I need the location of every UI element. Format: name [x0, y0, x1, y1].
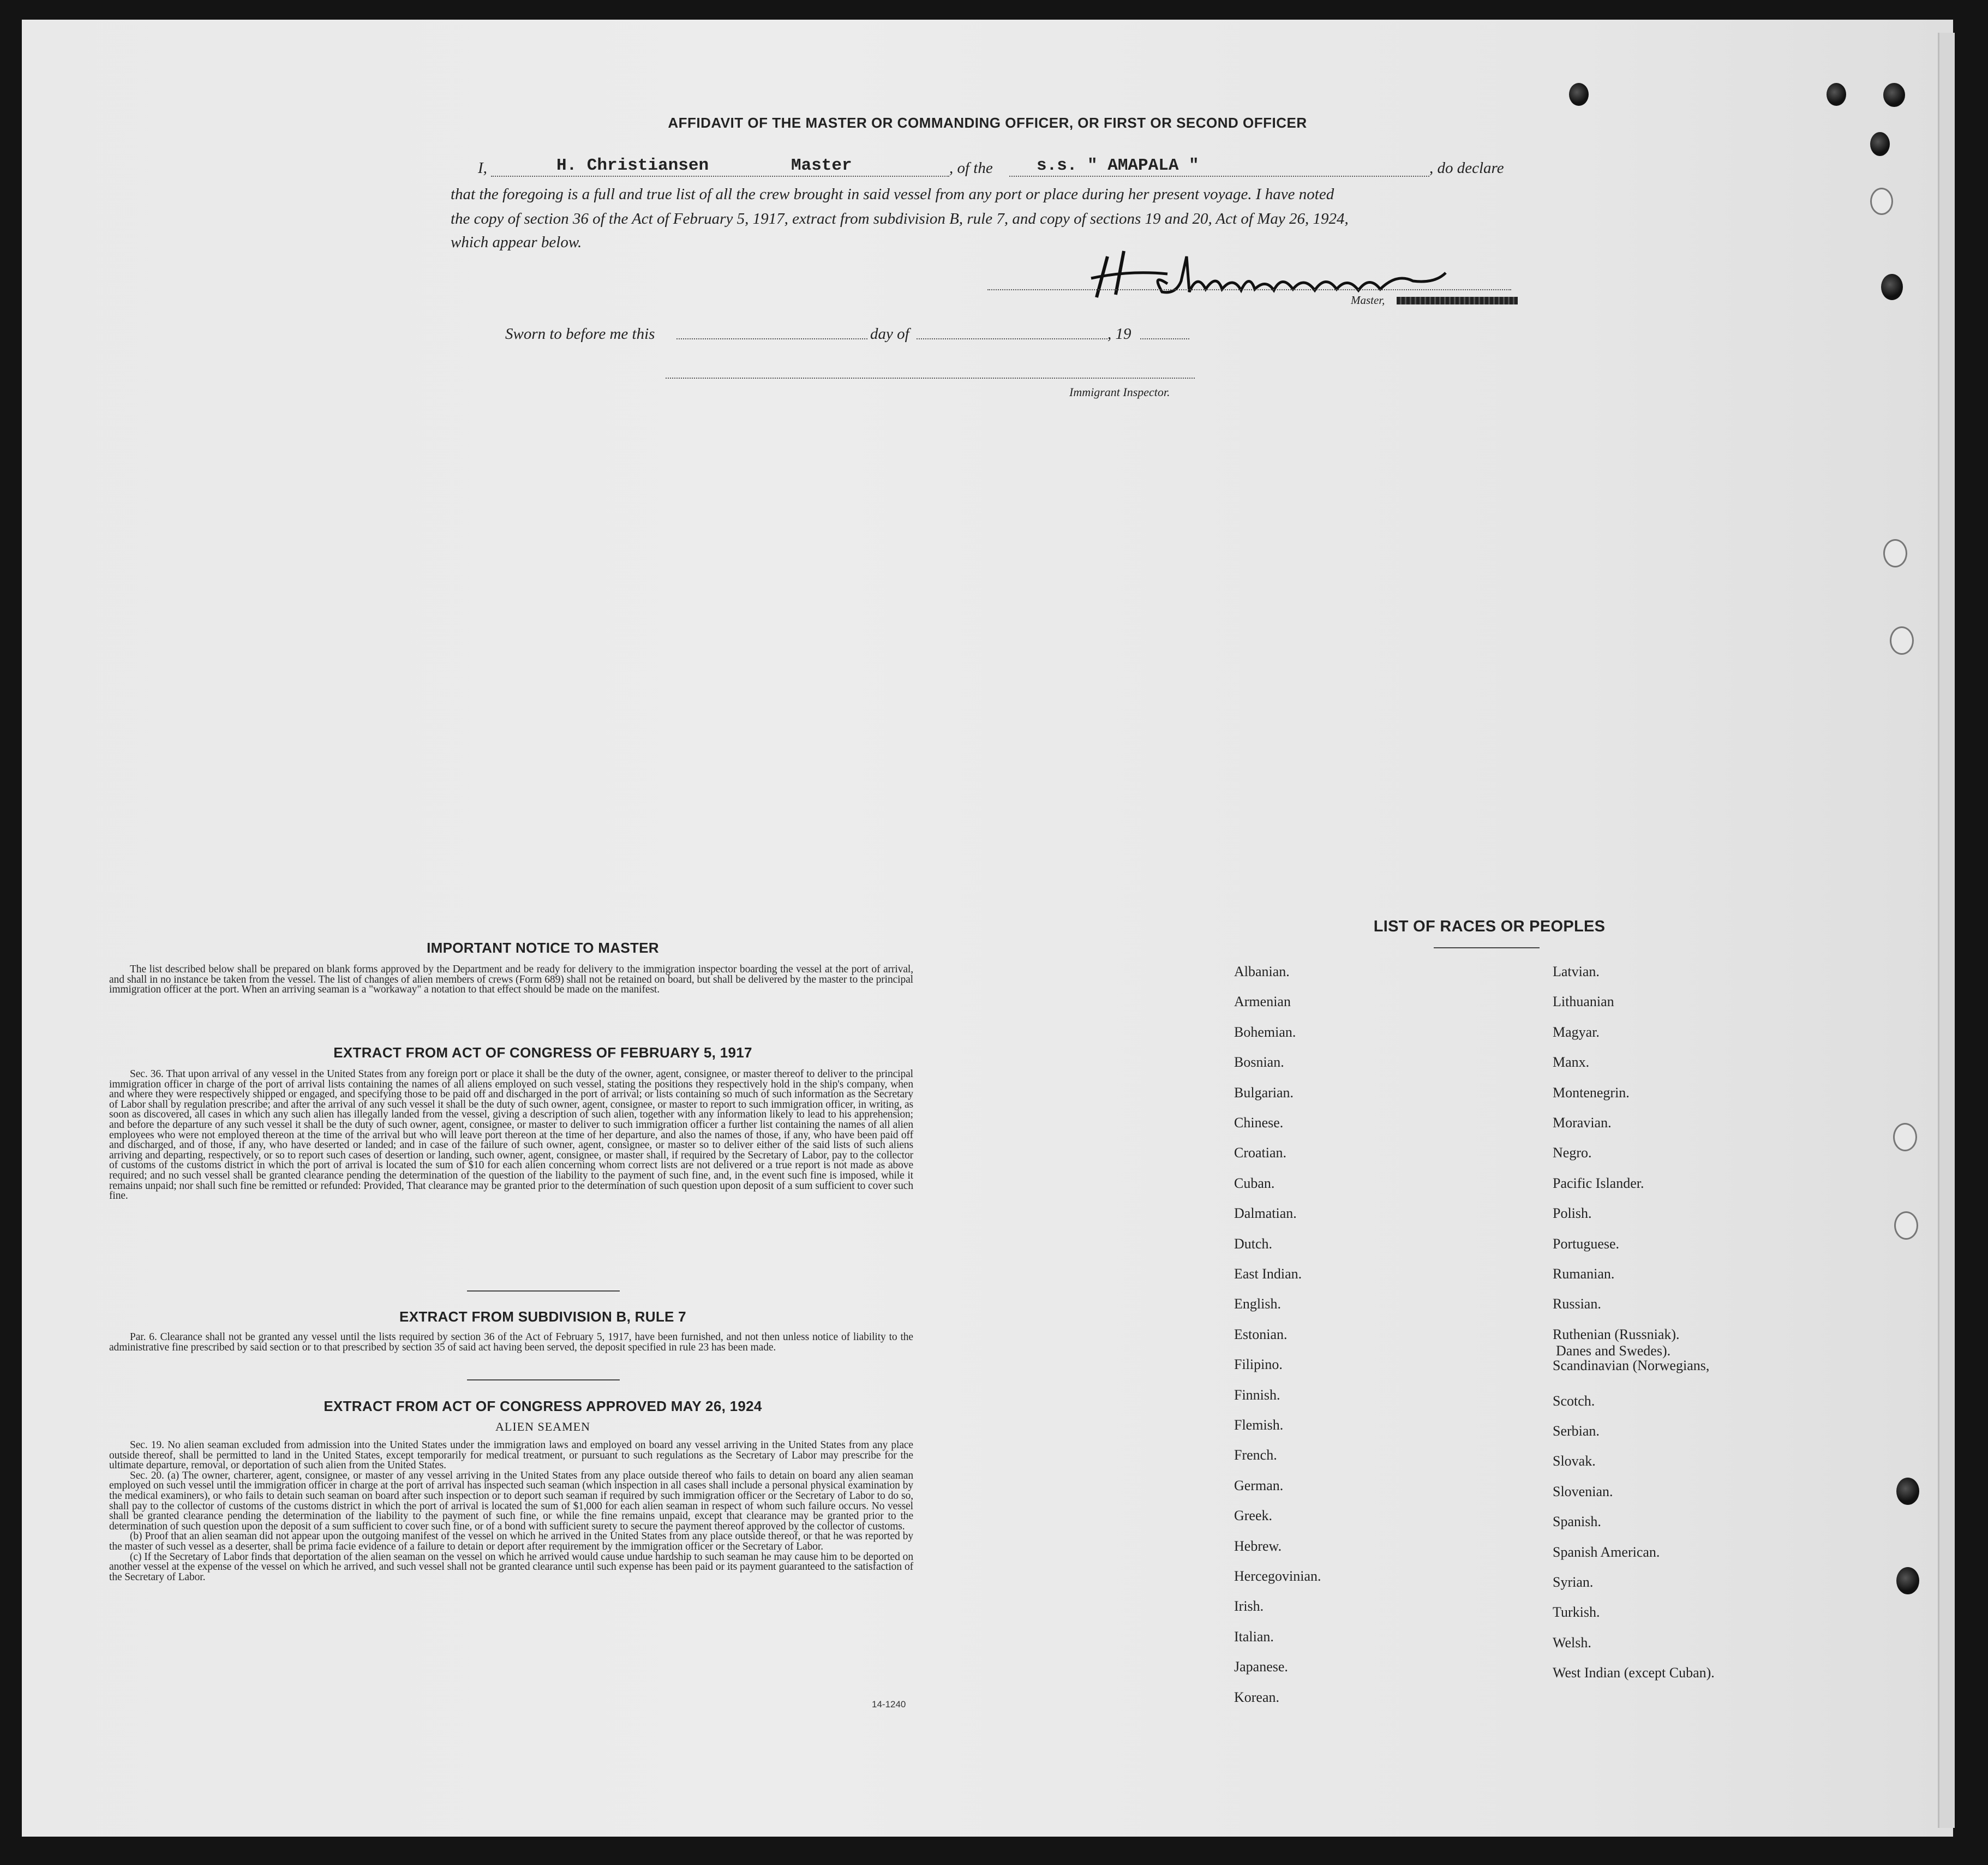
- punch-hole: [1894, 1211, 1918, 1240]
- punch-hole: [1883, 539, 1907, 567]
- race-item: Scotch.: [1553, 1392, 1595, 1409]
- race-item: Albanian.: [1234, 964, 1290, 979]
- inspector-line: [666, 378, 1195, 379]
- notice-paragraph: The list described below shall be prepared on blank forms approved by the Department and be ready for delivery to the immigration inspector boarding the vessel at the port of arrival, and shall in no instance be taken from the vessel. The list of changes of alien members of crews (Form 689) shall not be retained on board, but shall be delivered by the master to the principal immigration officer at the port. When an arriving seaman is a "workaway" a notation to that effect should be made on the manifest.: [109, 964, 913, 996]
- race-item: Pacific Islander.: [1553, 1175, 1644, 1191]
- punch-hole: [1896, 1478, 1919, 1505]
- race-item: Bosnian.: [1234, 1054, 1284, 1071]
- race-item: Hercegovinian.: [1234, 1568, 1321, 1584]
- race-item: Slovenian.: [1553, 1483, 1613, 1499]
- divider: [467, 1379, 620, 1380]
- sec-36-paragraph: Sec. 36. That upon arrival of any vessel in the United States from any foreign port or place it shall be the duty of the owner, agent, consignee, or master thereof to deliver to the principal immigration officer in charge of the port of arrival lists containing the names of all aliens employed on such vessel, stating the positions they respectively hold in the ship's company, when and where they were respectively shipped or engaged, and specifying those to be paid off and discharged in the port of arrival; or lists containing so much of such information as the Secretary of Labor shall by regulation prescribe; and after the arrival of any such vessel it shall be the duty of such owner, agent, consignee, or master to report to such immigration officer, in writing, as soon as discovered, all cases in which any such alien has illegally landed from the vessel, giving a description of such alien, together with any information likely to lead to his apprehension; and before the departure of any such vessel it shall be the duty of such owner, agent, consignee, or master to deliver to such immigration officer a further list containing the names of all alien employees who were not employed thereon at the time of the arrival but who will leave port thereon at the time of her departure, and also the names of those, if any, who have been paid off and discharged, and of those, if any, who have deserted or landed; and in case of the failure of such owner, agent, consignee, or master so to deliver either of the said lists of such aliens arriving and departing, respectively, or so to report such cases of desertion or landing, such owner, agent, consignee, or master shall, if required by the Secretary of Labor, pay to the collector of customs of the customs district in which the port of arrival is located the sum of $10 for each alien concerning whom correct lists are not delivered or a true report is not made as above required; and no such vessel shall be granted clearance pending the determination of the question of the liability to the payment of such fine, and, in the event such fine is imposed, while it remains unpaid; nor shall such fine be remitted or refunded: Provided, That clearance may be granted prior to the determination of such question upon deposit of a sum sufficient to cover such fine.: [109, 1068, 913, 1202]
- extract-rule7-title: EXTRACT FROM SUBDIVISION B, RULE 7: [399, 1308, 686, 1325]
- race-item: Chinese.: [1234, 1115, 1284, 1131]
- struck-text: [1397, 297, 1518, 304]
- punch-hole: [1890, 626, 1914, 655]
- race-item: Latvian.: [1553, 964, 1600, 979]
- race-item: Estonian.: [1234, 1326, 1288, 1342]
- race-item: Greek.: [1234, 1508, 1273, 1524]
- race-item: Serbian.: [1553, 1423, 1600, 1439]
- of-the-label: , of the: [949, 159, 993, 177]
- race-item: Dalmatian.: [1234, 1205, 1297, 1222]
- race-item: Ruthenian (Russniak).: [1553, 1326, 1680, 1342]
- race-item: Portuguese.: [1553, 1235, 1620, 1252]
- race-item: East Indian.: [1234, 1266, 1302, 1282]
- sec-20c-paragraph: (c) If the Secretary of Labor finds that deportation of the alien seaman on the vessel on which he arrived would cause undue hardship to such seaman he may cause him to be deported on another vessel at the expense of the vessel on which he arrived, and such vessel shall not be granted clearance until such expense has been paid or its payment guaranteed to the satisfaction of the Secretary of Labor.: [109, 1551, 913, 1583]
- race-item: Finnish.: [1234, 1386, 1280, 1403]
- race-item: Bohemian.: [1234, 1024, 1296, 1040]
- signature-line: [987, 289, 1511, 290]
- race-item: Turkish.: [1553, 1604, 1600, 1621]
- race-item: French.: [1234, 1447, 1277, 1463]
- extract-1917-text: [109, 1069, 913, 1202]
- race-item: Flemish.: [1234, 1417, 1284, 1433]
- race-item: Croatian.: [1234, 1145, 1287, 1161]
- divider: [467, 1290, 620, 1292]
- extract-rule7-text: [109, 1332, 913, 1353]
- race-item: English.: [1234, 1296, 1281, 1312]
- do-declare: , do declare: [1429, 159, 1504, 177]
- sworn-label: Sworn to before me this: [505, 325, 655, 343]
- statement-line-1: that the foregoing is a full and true list of all the crew brought in said vessel from any port or place during her present voyage. I have noted: [451, 186, 1334, 203]
- race-item: Moravian.: [1553, 1115, 1612, 1131]
- punch-hole: [1870, 188, 1893, 215]
- punch-hole: [1893, 1123, 1917, 1151]
- page-edge: [1938, 33, 1955, 1828]
- affidavit-title: AFFIDAVIT OF THE MASTER OR COMMANDING OFFICER, OR FIRST OR SECOND OFFICER: [668, 115, 1307, 131]
- race-item: Lithuanian: [1553, 994, 1614, 1010]
- statement-line-2: the copy of section 36 of the Act of February 5, 1917, extract from subdivision B, rule 7, and copy of sections 19 and 20, Act of May 26, 1924,: [451, 210, 1349, 228]
- race-item: Polish.: [1553, 1205, 1592, 1222]
- race-item: Korean.: [1234, 1689, 1280, 1705]
- race-item: German.: [1234, 1477, 1284, 1493]
- officer-rank: Master: [791, 156, 852, 175]
- race-item: Dutch.: [1234, 1235, 1273, 1252]
- inspector-label: Immigrant Inspector.: [1069, 385, 1170, 399]
- officer-name: H. Christiansen: [556, 156, 709, 175]
- sec-20b-paragraph: (b) Proof that an alien seaman did not appear upon the outgoing manifest of the vessel on which he arrived in the United States from any place outside thereof, or that he was reported by the master of such vessel as a deserter, shall be prima facie evidence of a failure to detain or deport after requirement by the immigration officer or the Secretary of Labor.: [109, 1531, 913, 1552]
- notice-text: [109, 965, 913, 995]
- races-divider: [1434, 947, 1540, 948]
- extract-1924-text: [109, 1440, 913, 1582]
- i-label: I,: [478, 159, 487, 177]
- race-item: Bulgarian.: [1234, 1084, 1294, 1101]
- race-item: Spanish American.: [1553, 1544, 1660, 1560]
- master-signature: [1086, 240, 1468, 306]
- race-item: Russian.: [1553, 1296, 1601, 1312]
- form-number: 14-1240: [872, 1699, 906, 1709]
- sworn-year-line: [1140, 338, 1189, 339]
- race-item: Spanish.: [1553, 1514, 1601, 1530]
- race-item: Montenegrin.: [1553, 1084, 1630, 1101]
- race-item: Welsh.: [1553, 1634, 1591, 1651]
- year-prefix: , 19: [1107, 325, 1131, 343]
- extract-1917-title: EXTRACT FROM ACT OF CONGRESS OF FEBRUARY 5, 1917: [333, 1044, 752, 1061]
- sec-19-paragraph: Sec. 19. No alien seaman excluded from admission into the United States under the immigration laws and employed on board any vessel arriving in the United States from any place outside thereof, shall be permitted to land in the United States, except temporarily for medical treatment, or pursuant to such regulations as the Secretary of Labor may prescribe for the ultimate departure, removal, or deportation of such alien from the United States.: [109, 1439, 913, 1472]
- race-item: Slovak.: [1553, 1453, 1596, 1469]
- punch-hole: [1870, 132, 1890, 156]
- vessel-name: s.s. " AMAPALA ": [1037, 156, 1199, 175]
- punch-hole: [1569, 83, 1589, 106]
- statement-line-3: which appear below.: [451, 234, 582, 251]
- race-item: Armenian: [1234, 994, 1291, 1010]
- race-item: Hebrew.: [1234, 1538, 1282, 1554]
- race-item: Cuban.: [1234, 1175, 1275, 1191]
- race-item: Rumanian.: [1553, 1266, 1615, 1282]
- race-item: Scandinavian (Norwegians,: [1553, 1358, 1710, 1374]
- races-title: LIST OF RACES OR PEOPLES: [1373, 918, 1606, 935]
- race-item: Manx.: [1553, 1054, 1590, 1071]
- par-6-paragraph: Par. 6. Clearance shall not be granted any vessel until the lists required by section 36 of the Act of February 5, 1917, have been furnished, and not then unless notice of liability to the administrative fine prescribed by said section or to that prescribed by section 35 of said act having been served, the deposit specified in rule 23 has been made.: [109, 1331, 913, 1353]
- master-label: Master,: [1351, 294, 1385, 307]
- name-line: [491, 176, 949, 177]
- notice-title: IMPORTANT NOTICE TO MASTER: [427, 940, 659, 956]
- race-item: Magyar.: [1553, 1024, 1600, 1040]
- race-item: Japanese.: [1234, 1659, 1288, 1675]
- sec-20a-paragraph: Sec. 20. (a) The owner, charterer, agent, consignee, or master of any vessel arriving in the United States from any place outside thereof who fails to detain on board any alien seaman employed on such vessel until the immigration officer in charge at the port of arrival has inspected such seaman (which inspection in all cases shall include a personal physical examination by the medical examiners), or who fails to detain such seaman on board after such inspection or to deport such seaman if required by such immigration officer or the Secretary of Labor to do so, shall pay to the collector of customs of the customs district in which the port of arrival is located the sum of $1,000 for each alien seaman in respect of whom such failure occurs. No vessel shall be granted clearance pending the determination of the liability to the payment of such fine, or while the fine remains unpaid, except that clearance may be granted prior to the determination of such question upon the deposit of a sum sufficient to cover such fine, or of a bond with sufficient surety to secure the payment thereof approved by the collector of customs.: [109, 1469, 913, 1532]
- punch-hole: [1827, 83, 1846, 106]
- race-item: Irish.: [1234, 1598, 1264, 1615]
- punch-hole: [1896, 1567, 1919, 1594]
- race-item: Negro.: [1553, 1145, 1592, 1161]
- punch-hole: [1883, 83, 1905, 107]
- race-item: Danes and Swedes).: [1556, 1342, 1671, 1359]
- sworn-day-line: [676, 338, 867, 339]
- race-item: Filipino.: [1234, 1356, 1283, 1373]
- race-item: Italian.: [1234, 1628, 1274, 1645]
- vessel-line: [1009, 176, 1429, 177]
- race-item: West Indian (except Cuban).: [1553, 1665, 1715, 1681]
- alien-seamen-subtitle: ALIEN SEAMEN: [495, 1420, 590, 1433]
- punch-hole: [1881, 274, 1903, 300]
- race-item: Syrian.: [1553, 1574, 1594, 1591]
- day-of-label: day of: [870, 325, 909, 343]
- sworn-month-line: [917, 338, 1107, 339]
- extract-1924-title: EXTRACT FROM ACT OF CONGRESS APPROVED MAY 26, 1924: [324, 1398, 762, 1414]
